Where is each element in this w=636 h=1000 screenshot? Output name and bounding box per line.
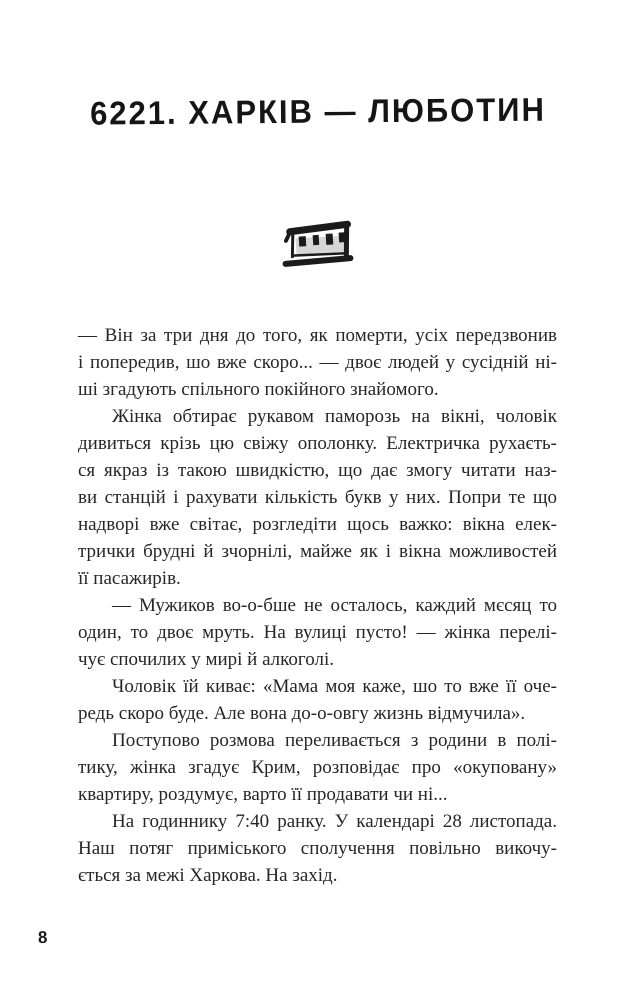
text-line: — Мужиков во-о-бше не осталось, каждий мєсяц то: [112, 595, 557, 616]
text-line: ви станцій і рахувати кількість букв у них. Попри те що: [78, 487, 557, 508]
text-line: ється за межі Харкова. На захід.: [78, 865, 338, 886]
text-line: Наш потяг приміського сполучення повільно викочу-: [78, 838, 557, 859]
train-sketch-icon: [0, 215, 636, 269]
text-line: дивиться крізь цю свіжу ополонку. Електричка рухаєть-: [78, 433, 557, 454]
text-line: Жінка обтирає рукавом паморозь на вікні, чоловік: [112, 406, 557, 427]
text-line: Поступово розмова переливається з родини в полі-: [112, 730, 557, 751]
text-line: один, то двоє мруть. На вулиці пусто! — жінка перелі-: [78, 622, 557, 643]
text-line: тику, жінка згадує Крим, розповідає про «окуповану»: [78, 757, 557, 778]
page-number: 8: [37, 927, 48, 948]
text-line: надворі вже світає, розгледіти щось важко: вікна елек-: [78, 514, 557, 535]
text-line: квартиру, роздумує, варто її продавати чи ні...: [78, 784, 448, 805]
text-line: її пасажирів.: [78, 568, 181, 589]
chapter-title: 6221. ХАРКІВ — ЛЮБОТИН: [89, 90, 547, 133]
text-line: — Він за три дня до того, як померти, усіх передзвонив: [78, 325, 557, 346]
text-line: ші згадують спільного покійного знайомого.: [78, 379, 439, 400]
text-line: Чоловік їй киває: «Мама моя каже, шо то вже її оче-: [112, 676, 557, 697]
text-line: На годиннику 7:40 ранку. У календарі 28 листопада.: [112, 811, 557, 832]
text-line: трички брудні й зчорнілі, майже як і вікна можливостей: [78, 541, 557, 562]
text-line: редь скоро буде. Але вона до-о-овгу жизнь відмучила».: [78, 703, 526, 724]
body-text: [78, 322, 557, 889]
text-line: і попередив, шо вже скоро... — двоє людей у сусідній ні-: [78, 352, 557, 373]
text-line: чує спочилих у мирі й алкоголі.: [78, 649, 335, 670]
text-line: ся якраз із такою швидкістю, що дає змогу читати наз-: [78, 460, 557, 481]
